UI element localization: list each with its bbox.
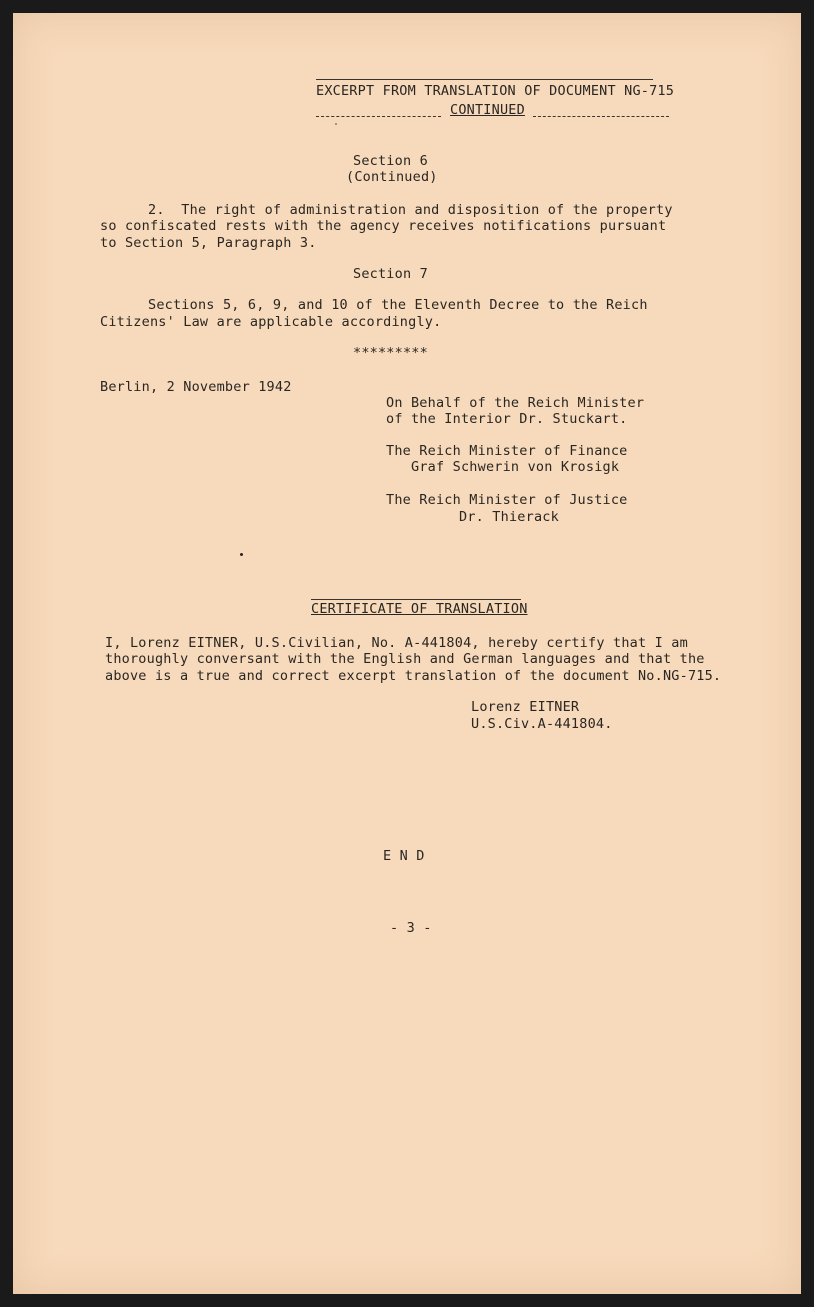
section7-line1: Sections 5, 6, 9, and 10 of the Eleventh Decree to the Reich [148, 297, 648, 313]
section6-line1: 2. The right of administration and disposition of the property [148, 202, 673, 218]
certificate-line3: above is a true and correct excerpt translation of the document No.NG-715. [105, 668, 722, 684]
paper-speck [335, 123, 337, 125]
document-page [13, 13, 801, 1294]
header-dash-left [316, 116, 441, 117]
section7-line2: Citizens' Law are applicable accordingly. [100, 314, 442, 330]
signature1-line2: of the Interior Dr. Stuckart. [386, 411, 628, 427]
document-title: EXCERPT FROM TRANSLATION OF DOCUMENT NG-715 [316, 83, 675, 99]
signature3-line1: The Reich Minister of Justice [386, 492, 628, 508]
section6-line2: so confiscated rests with the agency receives notifications pursuant [100, 218, 667, 234]
section6-subheading: (Continued) [346, 169, 438, 185]
page-number: - 3 - [390, 920, 432, 936]
section6-line3: to Section 5, Paragraph 3. [100, 235, 317, 251]
end-mark: E N D [383, 848, 425, 864]
signature3-line2: Dr. Thierack [459, 509, 559, 525]
signature1-line1: On Behalf of the Reich Minister [386, 395, 645, 411]
header-overline [316, 79, 653, 80]
section7-heading: Section 7 [353, 266, 428, 282]
certificate-heading: CERTIFICATE OF TRANSLATION [311, 601, 528, 617]
signature2-line2: Graf Schwerin von Krosigk [411, 459, 620, 475]
place-date: Berlin, 2 November 1942 [100, 379, 292, 395]
separator-asterisks: ********* [353, 345, 428, 361]
header-dash-right [533, 116, 669, 117]
certificate-line1: I, Lorenz EITNER, U.S.Civilian, No. A-441804, hereby certify that I am [105, 635, 688, 651]
certificate-line2: thoroughly conversant with the English and German languages and that the [105, 651, 705, 667]
certificate-signer-id: U.S.Civ.A-441804. [471, 716, 613, 732]
paper-speck [240, 553, 243, 556]
signature2-line1: The Reich Minister of Finance [386, 443, 628, 459]
document-subtitle: CONTINUED [450, 102, 525, 118]
certificate-signer-name: Lorenz EITNER [471, 699, 580, 715]
section6-heading: Section 6 [353, 153, 428, 169]
certificate-overline [311, 599, 521, 600]
